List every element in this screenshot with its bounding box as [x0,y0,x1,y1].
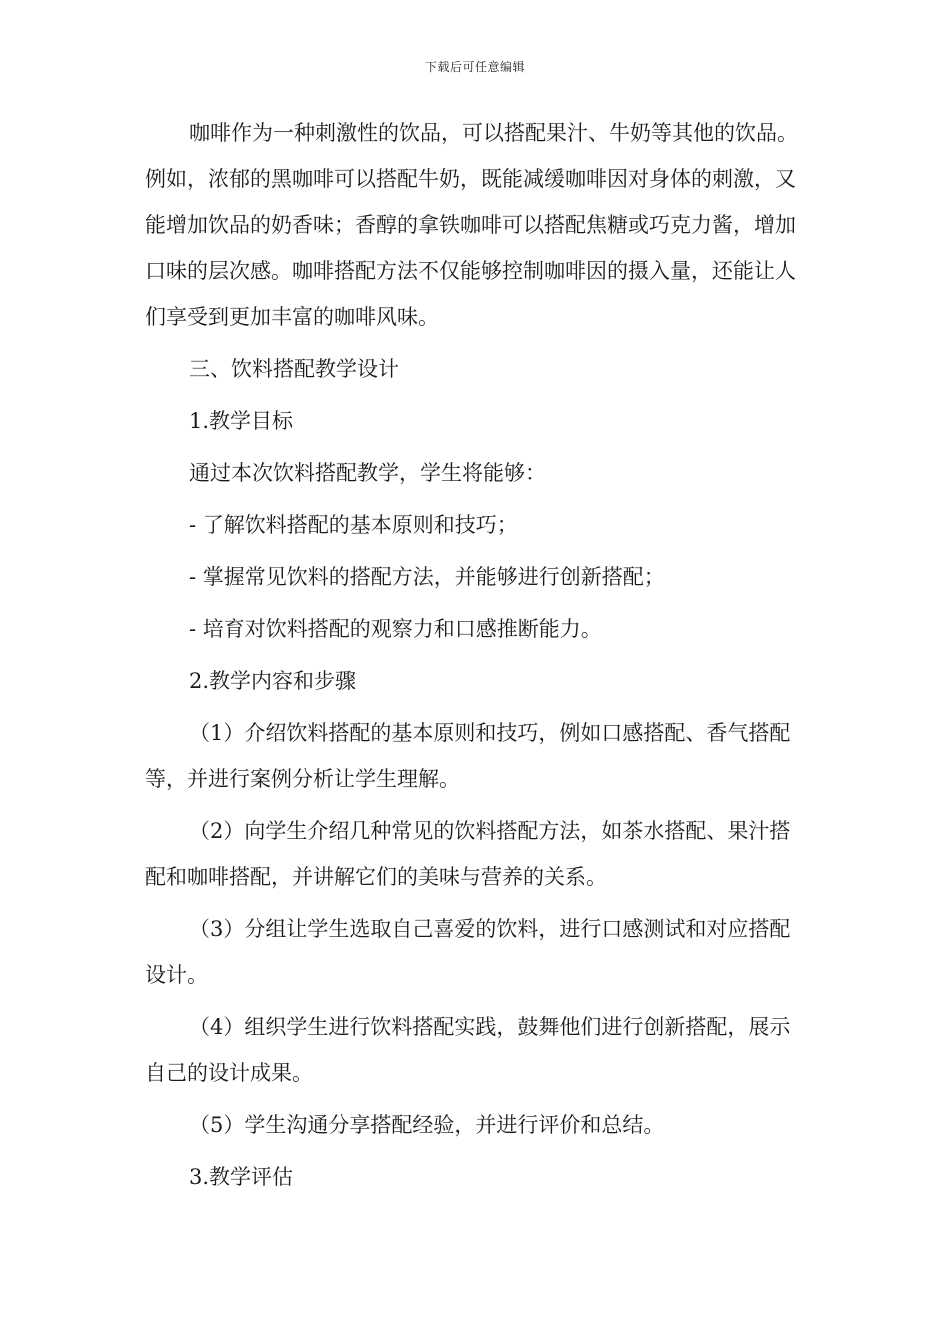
goals-intro: 通过本次饮料搭配教学，学生将能够： [189,461,546,485]
step-2: （2）向学生介绍几种常见的饮料搭配方法，如茶水搭配、果汁搭配和咖啡搭配，并讲解它们的美味与营养的关系。 [145,819,791,889]
step-4: （4）组织学生进行饮料搭配实践，鼓舞他们进行创新搭配，展示自己的设计成果。 [145,1015,791,1085]
goal-item-3: - 培育对饮料搭配的观察力和口感推断能力。 [189,617,602,641]
page-header: 下载后可任意编辑 [424,60,525,74]
goal-item-2: - 掌握常见饮料的搭配方法，并能够进行创新搭配； [189,565,665,589]
goal-item-1: - 了解饮料搭配的基本原则和技巧； [189,513,518,537]
document-body [145,110,807,1206]
subheading-content-steps: 2.教学内容和步骤 [189,669,357,693]
section-heading-3: 三、饮料搭配教学设计 [189,357,399,381]
subheading-teaching-goals: 1.教学目标 [189,409,294,433]
step-1: （1）介绍饮料搭配的基本原则和技巧，例如口感搭配、香气搭配等，并进行案例分析让学生理解。 [145,721,791,791]
step-3: （3）分组让学生选取自己喜爱的饮料，进行口感测试和对应搭配设计。 [145,917,791,987]
subheading-evaluation: 3.教学评估 [189,1165,294,1189]
step-5: （5）学生沟通分享搭配经验，并进行评价和总结。 [189,1113,665,1137]
coffee-pairing-paragraph: 咖啡作为一种刺激性的饮品，可以搭配果汁、牛奶等其他的饮品。例如，浓郁的黑咖啡可以搭配牛奶，既能减缓咖啡因对身体的刺激，又能增加饮品的奶香味；香醇的拿铁咖啡可以搭配焦糖或巧克力酱，增加口味的层次感。咖啡搭配方法不仅能够控制咖啡因的摄入量，还能让人们享受到更加丰富的咖啡风味。 [145,121,798,329]
